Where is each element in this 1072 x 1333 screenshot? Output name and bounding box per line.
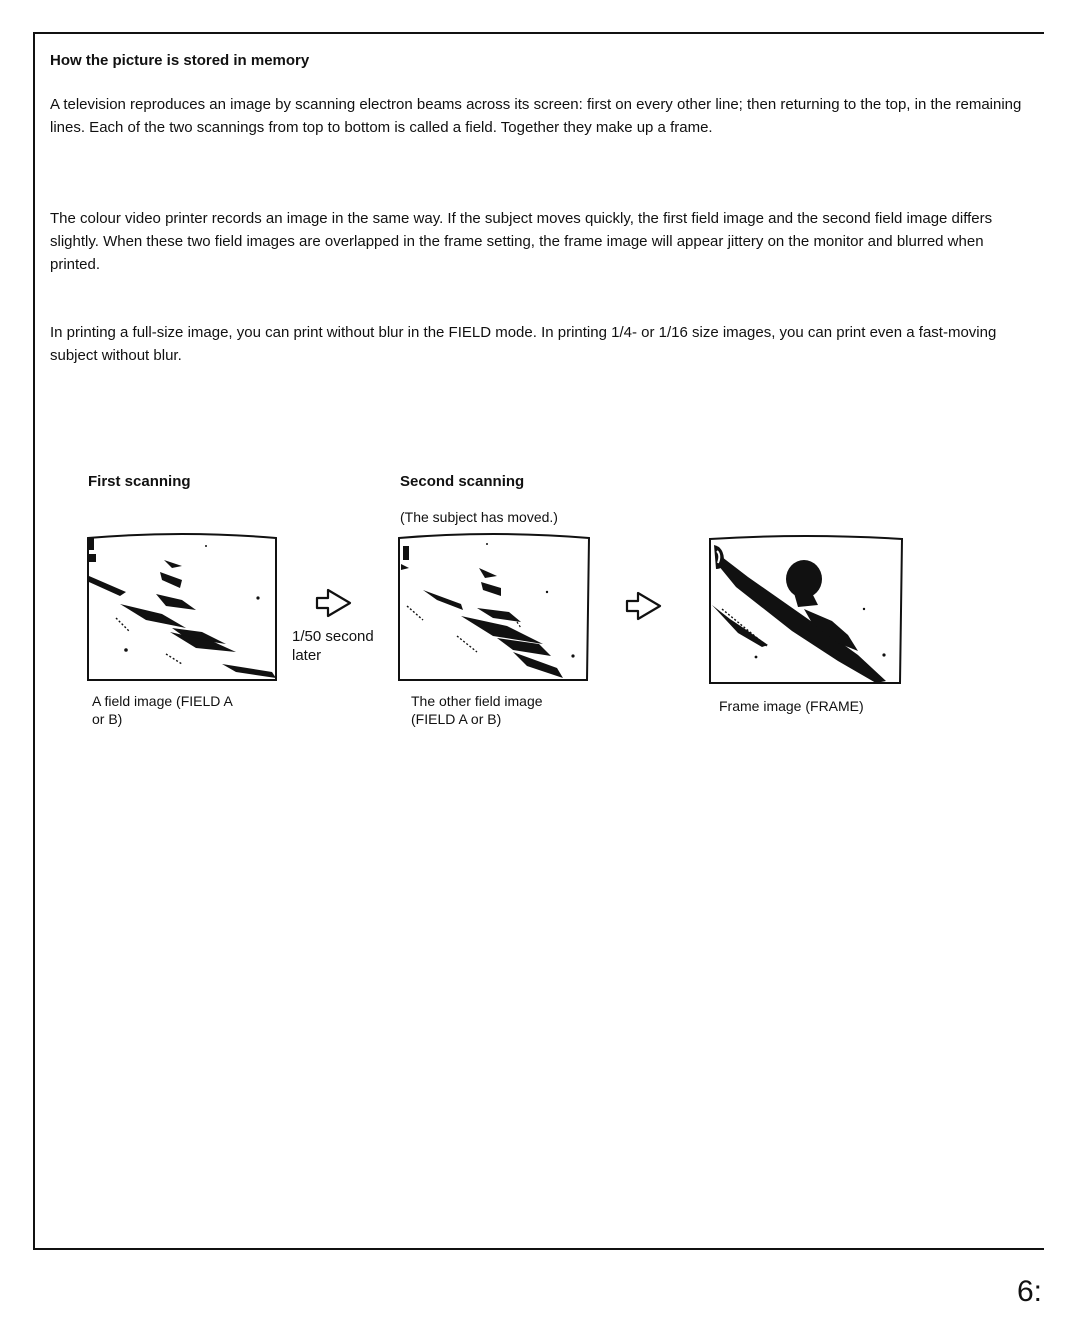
section-heading: How the picture is stored in memory bbox=[50, 52, 310, 69]
caption-field-a-line1: A field image (FIELD A bbox=[92, 693, 233, 709]
caption-field-b-line1: The other field image bbox=[411, 693, 543, 709]
caption-field-b-line2: (FIELD A or B) bbox=[411, 711, 502, 727]
subject-moved-note: (The subject has moved.) bbox=[400, 509, 558, 525]
first-scanning-label: First scanning bbox=[88, 473, 191, 490]
second-scanning-label: Second scanning bbox=[400, 473, 525, 490]
frame-image bbox=[708, 535, 904, 685]
paragraph-3: In printing a full-size image, you can print without blur in the FIELD mode. In printing 1/4- or 1/16 size images, you can print even a fast-moving subject without blur. bbox=[50, 324, 997, 364]
caption-frame: Frame image (FRAME) bbox=[719, 698, 864, 714]
page-number: 6: bbox=[1016, 1275, 1042, 1308]
field-image-a bbox=[86, 532, 278, 682]
interval-label-line2: later bbox=[292, 647, 322, 664]
paragraph-1: A television reproduces an image by scanning electron beams across its screen: first on every other line; then returning to the top, in the remaining lines. Each of the two scannings from top to bottom is called a field. Together they make up a frame. bbox=[50, 96, 1022, 136]
field-image-b bbox=[397, 532, 591, 682]
arrow-right-icon bbox=[314, 587, 354, 619]
interval-label-line1: 1/50 second bbox=[292, 628, 374, 645]
paragraph-2: The colour video printer records an image in the same way. If the subject moves quickly, the first field image and the second field image differs slightly. When these two field images are overlapped in the frame setting, the frame image will appear jittery on the monitor and blurred when printed. bbox=[50, 210, 993, 273]
arrow-right-icon bbox=[624, 590, 664, 622]
caption-field-a-line2: or B) bbox=[92, 711, 123, 727]
